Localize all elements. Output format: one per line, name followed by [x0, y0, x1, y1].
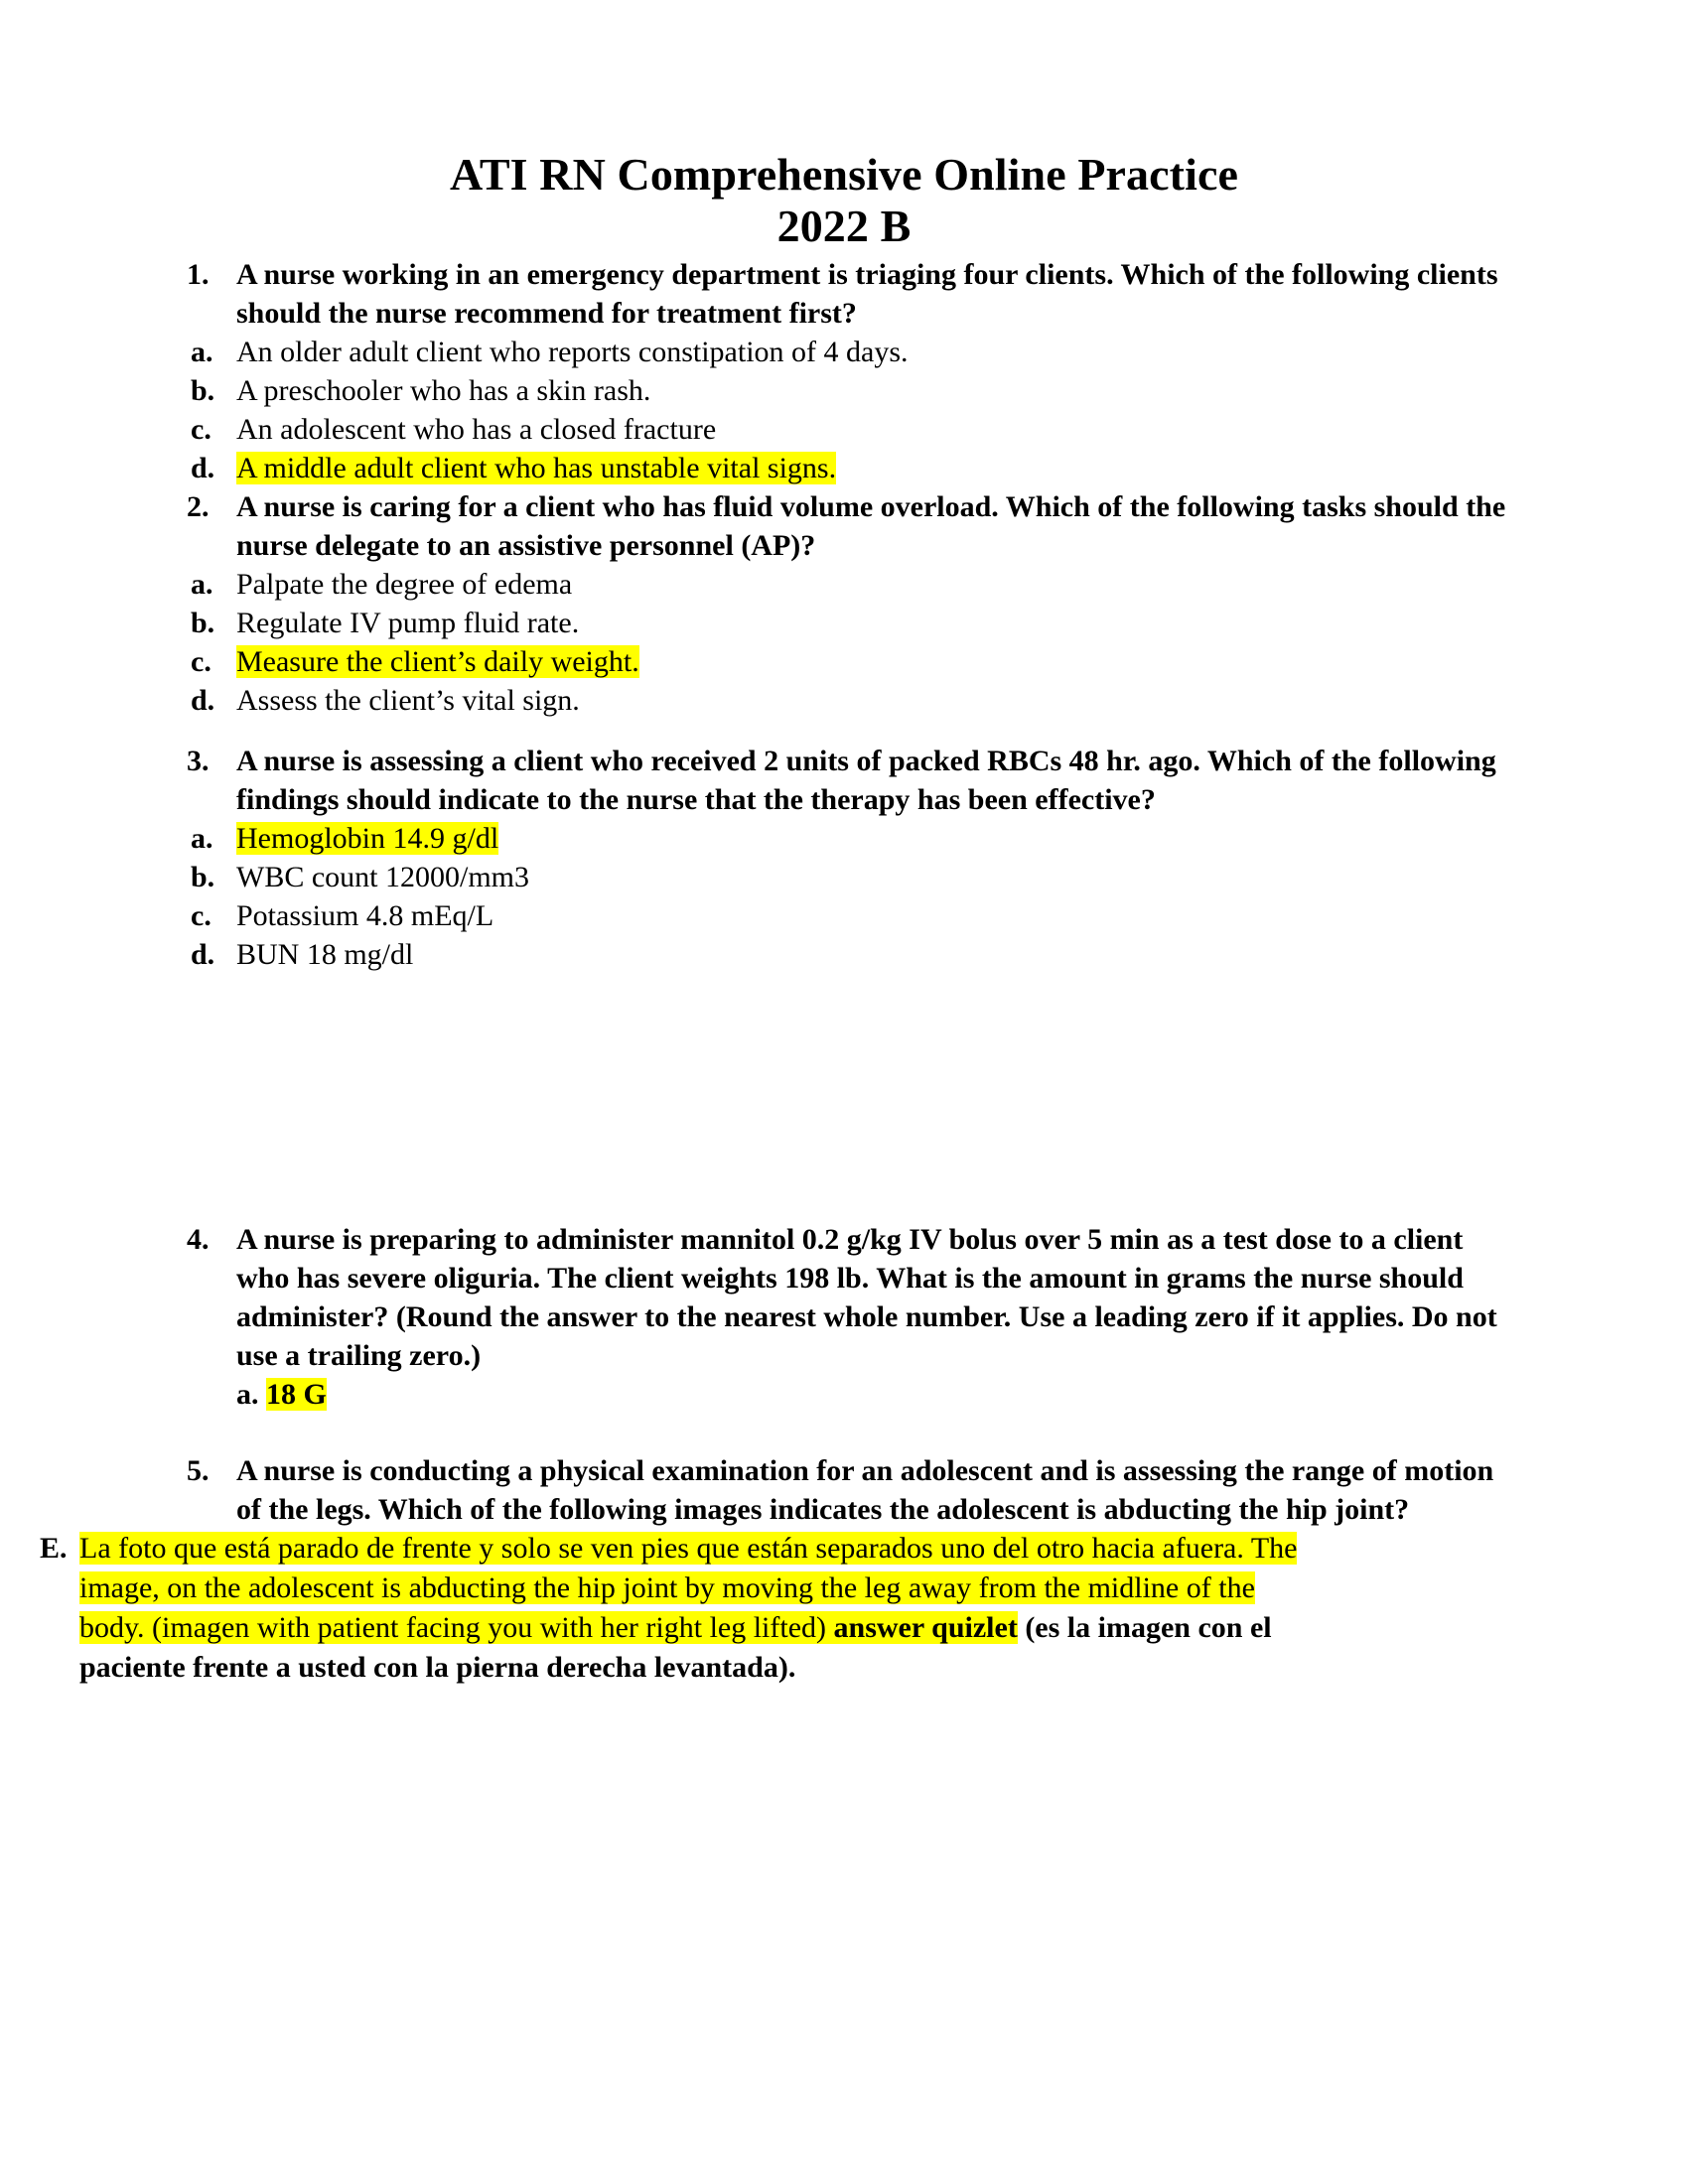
question-2-option-a[interactable] — [169, 565, 1519, 604]
question-3 — [169, 742, 1519, 819]
question-1-stem: A nurse working in an emergency department is triaging four clients. Which of the following clients should the nurse recommend for treatment first? — [236, 257, 1498, 330]
question-2-option-c[interactable] — [169, 642, 1519, 681]
answer-e-part1: La foto que está parado de frente y solo se ven pies que están separados uno del otro hacia afuera. The image, on the adolescent is abducting the hip joint by moving the leg away from the midline of the body. (imagen with patient facing you with her right leg lifted) — [79, 1531, 1298, 1644]
option-text-highlighted: Hemoglobin 14.9 g/dl — [236, 821, 499, 855]
answer-e-marker: E. — [40, 1531, 68, 1565]
question-2-option-d[interactable] — [169, 681, 1519, 720]
question-3-option-a[interactable] — [169, 819, 1519, 858]
question-4 — [169, 1220, 1519, 1414]
question-1-option-c[interactable] — [169, 410, 1519, 449]
option-marker: c. — [191, 898, 211, 932]
question-1 — [169, 255, 1519, 333]
blank-region-spacer — [169, 974, 1519, 1220]
question-3-option-b[interactable] — [169, 858, 1519, 896]
option-text: A preschooler who has a skin rash. — [236, 373, 651, 407]
option-marker: d. — [191, 683, 215, 717]
question-spacer — [169, 1414, 1519, 1451]
question-2-stem: A nurse is caring for a client who has fluid volume overload. Which of the following tasks should the nurse delegate to an assistive personnel (AP)? — [236, 489, 1506, 562]
option-marker: d. — [191, 937, 215, 971]
page-title — [169, 149, 1519, 253]
answer-marker: a. — [236, 1377, 259, 1411]
question-5-number: 5. — [187, 1453, 210, 1487]
option-text: An older adult client who reports constipation of 4 days. — [236, 335, 909, 368]
question-4-answer[interactable] — [236, 1375, 1519, 1414]
option-text: An adolescent who has a closed fracture — [236, 412, 717, 446]
option-text: Assess the client’s vital sign. — [236, 683, 580, 717]
option-text: WBC count 12000/mm3 — [236, 860, 529, 893]
question-2-option-b[interactable] — [169, 604, 1519, 642]
option-marker: a. — [191, 567, 213, 601]
question-2-number: 2. — [187, 489, 210, 523]
option-marker: b. — [191, 606, 215, 639]
title-line-2: 2022 B — [776, 201, 912, 252]
question-3-option-d[interactable] — [169, 935, 1519, 974]
question-1-number: 1. — [187, 257, 210, 291]
option-text-highlighted: A middle adult client who has unstable vital signs. — [236, 451, 837, 484]
option-marker: a. — [191, 821, 213, 855]
question-3-option-c[interactable] — [169, 896, 1519, 935]
option-text-highlighted: Measure the client’s daily weight. — [236, 644, 639, 678]
question-5-stem: A nurse is conducting a physical examination for an adolescent and is assessing the range of motion of the legs. Which of the following images indicates the adolescent is abducting the hip joint? — [236, 1453, 1494, 1526]
option-marker: b. — [191, 860, 215, 893]
option-marker: d. — [191, 451, 215, 484]
question-5 — [169, 1451, 1519, 1529]
answer-e-part3: (es la imagen con el paciente frente a usted con la pierna derecha levantada). — [79, 1610, 1272, 1684]
question-2 — [169, 487, 1519, 565]
answer-text-highlighted: 18 G — [266, 1377, 327, 1411]
answer-e-part2: answer quizlet — [833, 1610, 1018, 1644]
question-3-stem: A nurse is assessing a client who received 2 units of packed RBCs 48 hr. ago. Which of the following findings should indicate to the nurse that the therapy has been effective? — [236, 744, 1496, 816]
option-marker: b. — [191, 373, 215, 407]
paragraph-spacer — [169, 720, 1519, 742]
question-1-option-d[interactable] — [169, 449, 1519, 487]
question-1-option-b[interactable] — [169, 371, 1519, 410]
question-3-number: 3. — [187, 744, 210, 777]
option-text: BUN 18 mg/dl — [236, 937, 414, 971]
option-text: Regulate IV pump fluid rate. — [236, 606, 580, 639]
question-5-answer-e[interactable] — [40, 1529, 1519, 1688]
question-4-stem: A nurse is preparing to administer mannitol 0.2 g/kg IV bolus over 5 min as a test dose to a client who has severe oliguria. The client weights 198 lb. What is the amount in grams the nurse should administer? (Round the answer to the nearest whole number. Use a leading zero if it applies. Do not use a trailing zero.) — [236, 1222, 1497, 1372]
option-marker: a. — [191, 335, 213, 368]
option-marker: c. — [191, 644, 211, 678]
option-marker: c. — [191, 412, 211, 446]
question-1-option-a[interactable] — [169, 333, 1519, 371]
title-line-1: ATI RN Comprehensive Online Practice — [449, 149, 1239, 200]
option-text: Palpate the degree of edema — [236, 567, 573, 601]
option-text: Potassium 4.8 mEq/L — [236, 898, 494, 932]
question-4-number: 4. — [187, 1222, 210, 1256]
answer-e-text — [79, 1529, 1316, 1688]
